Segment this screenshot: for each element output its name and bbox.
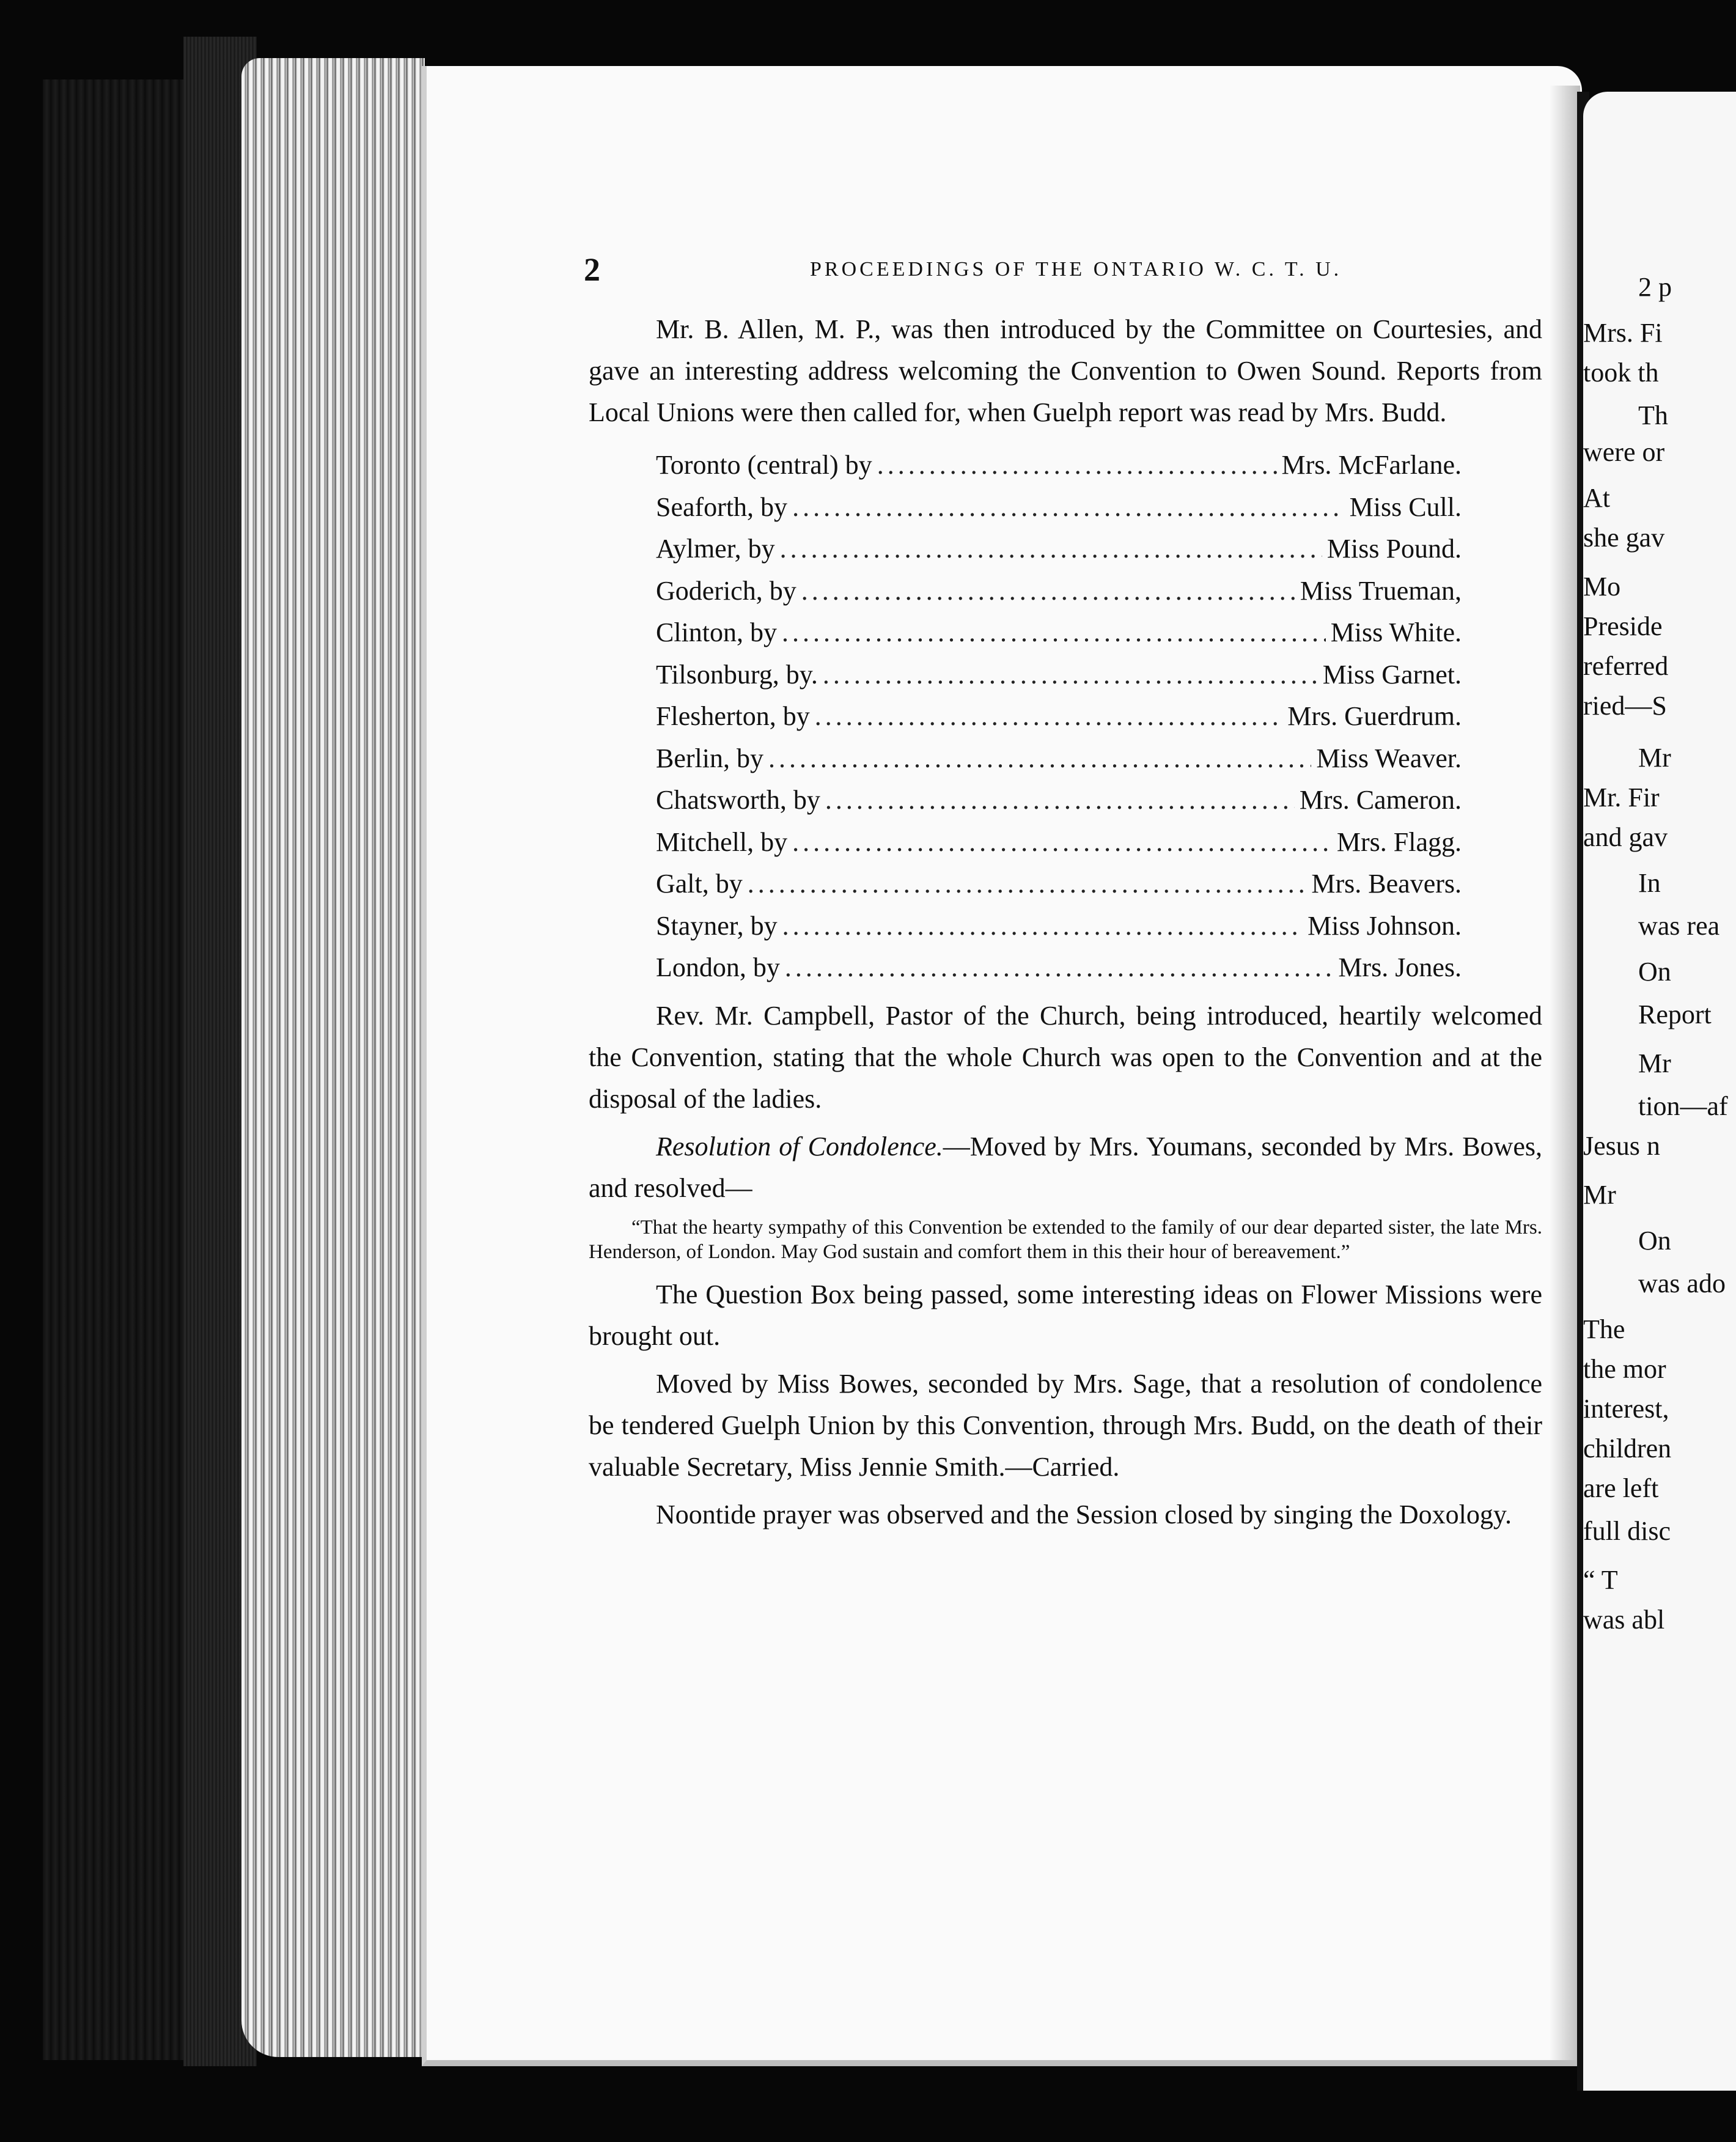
report-place: Stayner, by (656, 910, 778, 941)
facing-page-line: interest, (1583, 1394, 1669, 1424)
dot-leader (815, 696, 1283, 737)
facing-page-line: tion—af (1638, 1091, 1728, 1121)
report-row (656, 487, 1462, 529)
report-reporter: Mrs. Guerdrum. (1287, 701, 1462, 731)
facing-page-line: 2 p (1638, 272, 1672, 302)
page-text (589, 309, 1542, 1536)
reports-list (656, 444, 1462, 989)
dot-leader (768, 738, 1311, 779)
facing-page-line: Mo (1583, 572, 1621, 602)
report-row (656, 570, 1462, 613)
dot-leader (792, 822, 1332, 863)
dot-leader (782, 612, 1326, 653)
resolution-paragraph (589, 1126, 1542, 1209)
facing-page-line: took th (1583, 358, 1659, 388)
gutter-shadow (1550, 86, 1580, 2060)
report-reporter: Mrs. Beavers. (1311, 869, 1462, 899)
report-place: Berlin, by (656, 743, 763, 773)
question-box-paragraph: The Question Box being passed, some interesting ideas on Flower Missions were brought out. (589, 1279, 1542, 1351)
report-row (656, 612, 1462, 654)
dot-leader (825, 779, 1295, 821)
facing-page-line: Jesus n (1583, 1131, 1660, 1161)
report-place: Flesherton, by (656, 701, 810, 731)
resolution-title: Resolution of Condolence. (656, 1131, 943, 1161)
dot-leader (823, 654, 1318, 696)
report-reporter: Miss White. (1330, 617, 1462, 647)
noontide-paragraph: Noontide prayer was observed and the Session closed by singing the Doxology. (656, 1499, 1512, 1529)
report-reporter: Mrs. McFarlane. (1281, 450, 1462, 480)
report-reporter: Miss Pound. (1326, 534, 1462, 564)
report-reporter: Miss Weaver. (1316, 743, 1462, 773)
dot-leader (782, 905, 1303, 947)
facing-page-line: Mrs. Fi (1583, 318, 1663, 348)
report-place: Goderich, by (656, 575, 796, 606)
page-edges (241, 58, 425, 2057)
facing-page-line: In (1638, 868, 1661, 898)
report-reporter: Miss Johnson. (1308, 910, 1462, 941)
dot-leader (748, 863, 1307, 905)
dot-leader (801, 570, 1295, 612)
dot-leader (877, 444, 1277, 486)
report-row (656, 528, 1462, 570)
facing-page-line: and gav (1583, 822, 1668, 852)
facing-page-line: referred (1583, 651, 1669, 681)
facing-page-text (1583, 92, 1736, 2091)
facing-page-line: The (1583, 1314, 1625, 1344)
facing-page-line: she gav (1583, 523, 1665, 553)
facing-page-line: the mor (1583, 1354, 1666, 1384)
facing-page-line: On (1638, 957, 1671, 987)
facing-page-line: are left (1583, 1473, 1659, 1503)
resolution-quote: “That the hearty sympathy of this Convention be extended to the family of our dear departed sister, the late Mrs. Henderson, of London. May God sustain and comfort them in this their hour of bereavement.” (589, 1216, 1542, 1263)
intro-paragraph: Mr. B. Allen, M. P., was then introduced by the Committee on Courtesies, and gave an interesting address welcoming the Convention to Owen Sound. Reports from Local Unions were then called for, when Guelph report was read by Mrs. Budd. (589, 314, 1542, 427)
report-reporter: Miss Cull. (1349, 491, 1462, 522)
report-row (656, 822, 1462, 864)
report-reporter: Miss Garnet. (1322, 659, 1462, 690)
report-place: Seaforth, by (656, 491, 788, 522)
report-row (656, 696, 1462, 738)
facing-page-line: Report (1638, 999, 1712, 1029)
report-reporter: Mrs. Cameron. (1299, 785, 1462, 815)
bowes-motion-paragraph: Moved by Miss Bowes, seconded by Mrs. Sage, that a resolution of condolence be tendered Guelph Union by this Convention, through Mrs. Budd, on the death of their valuable Secretary, Miss Jennie Smith.—Carried. (589, 1368, 1542, 1482)
facing-page (1583, 92, 1736, 2091)
report-place: Chatsworth, by (656, 785, 820, 815)
facing-page-line: Mr. Fir (1583, 782, 1660, 812)
report-reporter: Mrs. Flagg. (1336, 826, 1462, 857)
dot-leader (792, 487, 1345, 528)
facing-page-line: “ T (1583, 1565, 1618, 1595)
page-number: 2 (584, 251, 601, 288)
facing-page-line: was rea (1638, 911, 1720, 941)
resolution-text: —Moved by Mrs. Youmans, seconded by Mrs. Bowes, and resolved— (589, 1131, 1542, 1203)
report-row (656, 654, 1462, 696)
facing-page-line: children (1583, 1434, 1672, 1463)
facing-page-line: ried—S (1583, 691, 1667, 721)
report-place: London, by (656, 952, 780, 982)
report-row (656, 905, 1462, 948)
facing-page-line: were or (1583, 437, 1665, 467)
facing-page-line: Preside (1583, 611, 1663, 641)
facing-page-line: was ado (1638, 1268, 1726, 1298)
running-title: PROCEEDINGS OF THE ONTARIO W. C. T. U. (810, 258, 1342, 281)
report-place: Aylmer, by (656, 534, 775, 564)
report-row (656, 863, 1462, 905)
dot-leader (785, 947, 1333, 988)
facing-page-line: Mr (1638, 743, 1671, 773)
facing-page-line: full disc (1583, 1516, 1671, 1546)
facing-page-line: Th (1638, 400, 1668, 430)
report-row (656, 779, 1462, 822)
facing-page-line: Mr (1638, 1048, 1671, 1078)
report-place: Toronto (central) by (656, 450, 872, 480)
campbell-paragraph: Rev. Mr. Campbell, Pastor of the Church, being introduced, heartily welcomed the Convention, stating that the whole Church was open to the Convention and at the disposal of the ladies. (589, 1000, 1542, 1114)
report-place: Mitchell, by (656, 826, 788, 857)
report-place: Clinton, by (656, 617, 778, 647)
dot-leader (780, 528, 1322, 570)
report-row (656, 738, 1462, 780)
report-place: Galt, by (656, 869, 743, 899)
report-reporter: Miss Trueman, (1300, 575, 1462, 606)
report-place: Tilsonburg, by. (656, 659, 818, 690)
facing-page-line: Mr (1583, 1180, 1616, 1210)
facing-page-line: At (1583, 483, 1610, 513)
report-row (656, 444, 1462, 487)
facing-page-line: was abl (1583, 1605, 1665, 1635)
report-row (656, 947, 1462, 989)
facing-page-line: On (1638, 1226, 1671, 1256)
report-reporter: Mrs. Jones. (1338, 952, 1462, 982)
